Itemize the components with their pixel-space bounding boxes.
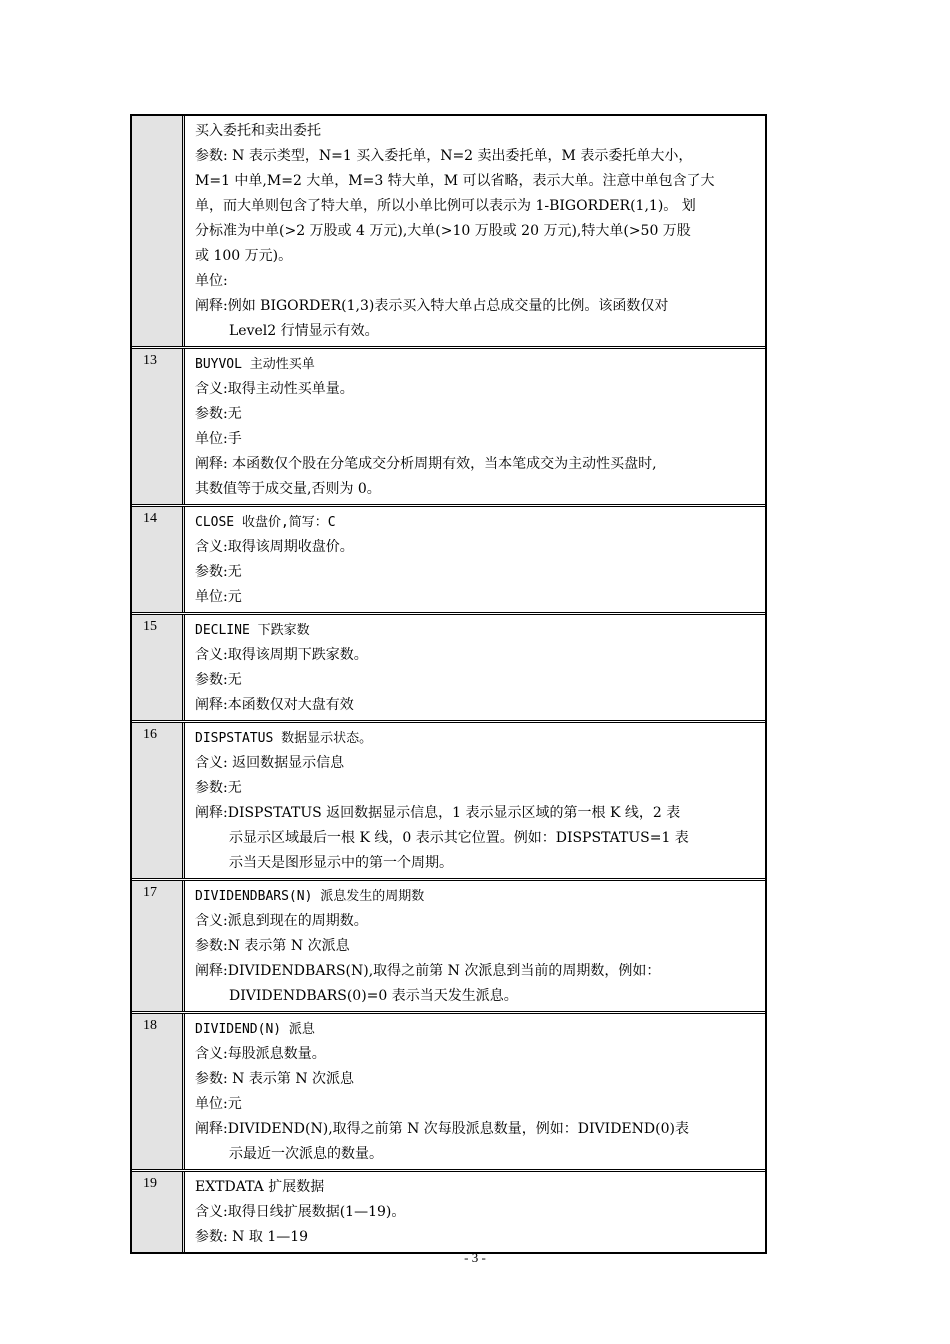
description-line: 参数: N 表示类型，N=1 买入委托单，N=2 卖出委托单，M 表示委托单大小， <box>195 148 693 164</box>
row-number <box>132 116 185 346</box>
description-line: 参数:无 <box>195 406 242 422</box>
row-description <box>185 116 765 346</box>
description-line: DECLINE 下跌家数 <box>195 623 310 638</box>
row-number: 15 <box>132 615 185 720</box>
row-description <box>185 507 765 612</box>
description-line: BUYVOL 主动性买单 <box>195 357 315 372</box>
description-line: 其数值等于成交量,否则为 0。 <box>195 481 381 497</box>
description-line: 单，而大单则包含了特大单，所以小单比例可以表示为 1-BIGORDER(1,1)。 划 <box>195 198 696 214</box>
description-line: 含义:派息到现在的周期数。 <box>195 913 368 929</box>
description-line: 参数: N 取 1—19 <box>195 1229 309 1245</box>
description-line: 单位: <box>195 273 228 289</box>
description-line: DIVIDEND(N) 派息 <box>195 1022 315 1037</box>
description-line: 阐释:DIVIDENDBARS(N),取得之前第 N 次派息到当前的周期数，例如： <box>195 963 661 979</box>
row-number: 16 <box>132 723 185 878</box>
description-line: 参数:无 <box>195 564 242 580</box>
description-line: 示最近一次派息的数量。 <box>229 1146 383 1162</box>
row-description <box>185 1172 765 1252</box>
description-line: 参数: N 表示第 N 次派息 <box>195 1071 355 1087</box>
description-line: EXTDATA 扩展数据 <box>195 1179 325 1195</box>
description-line: 参数:N 表示第 N 次派息 <box>195 938 350 954</box>
table-row <box>132 881 765 1014</box>
page-number: - 3 - <box>464 1250 486 1265</box>
description-line: 含义:取得主动性买单量。 <box>195 381 354 397</box>
description-line: 含义:取得该周期收盘价。 <box>195 539 354 555</box>
description-line: 含义:取得日线扩展数据(1—19)。 <box>195 1204 406 1220</box>
row-description <box>185 881 765 1011</box>
description-line: 或 100 万元)。 <box>195 248 293 264</box>
description-line: 参数:无 <box>195 780 242 796</box>
description-line: 参数:无 <box>195 672 242 688</box>
row-number: 17 <box>132 881 185 1011</box>
description-line: 示显示区域最后一根 K 线，0 表示其它位置。例如：DISPSTATUS=1 表 <box>229 830 689 846</box>
description-line: 单位:元 <box>195 1096 242 1112</box>
description-line: 单位:手 <box>195 431 242 447</box>
description-line: 阐释:DIVIDEND(N),取得之前第 N 次每股派息数量，例如：DIVIDEND(0)表 <box>195 1121 689 1137</box>
description-line: 阐释: 本函数仅个股在分笔成交分析周期有效，当本笔成交为主动性买盘时, <box>195 456 657 472</box>
table-row <box>132 507 765 615</box>
description-line: 单位:元 <box>195 589 242 605</box>
table-row <box>132 116 765 349</box>
description-line: 含义:取得该周期下跌家数。 <box>195 647 368 663</box>
description-line: 阐释:本函数仅对大盘有效 <box>195 697 354 713</box>
description-line: Level2 行情显示有效。 <box>229 323 379 339</box>
table-row <box>132 1172 765 1252</box>
row-number: 13 <box>132 349 185 504</box>
description-line: M=1 中单,M=2 大单，M=3 特大单，M 可以省略，表示大单。注意中单包含了大 <box>195 173 715 189</box>
description-line: DISPSTATUS 数据显示状态。 <box>195 731 373 746</box>
function-table <box>130 114 767 1254</box>
table-row <box>132 1014 765 1172</box>
row-number: 18 <box>132 1014 185 1169</box>
table-row <box>132 615 765 723</box>
table-row <box>132 349 765 507</box>
description-line: CLOSE 收盘价,简写：C <box>195 515 336 530</box>
description-line: 含义:每股派息数量。 <box>195 1046 326 1062</box>
description-line: 分标准为中单(>2 万股或 4 万元),大单(>10 万股或 20 万元),特大单(>50 万股 <box>195 223 691 239</box>
row-description <box>185 615 765 720</box>
description-line: DIVIDENDBARS(0)=0 表示当天发生派息。 <box>229 988 518 1004</box>
description-line: 示当天是图形显示中的第一个周期。 <box>229 855 453 871</box>
description-line: 买入委托和卖出委托 <box>195 123 321 139</box>
row-number: 19 <box>132 1172 185 1252</box>
description-line: 阐释:例如 BIGORDER(1,3)表示买入特大单占总成交量的比例。该函数仅对 <box>195 298 669 314</box>
description-line: DIVIDENDBARS(N) 派息发生的周期数 <box>195 889 425 904</box>
table-row <box>132 723 765 881</box>
description-line: 含义: 返回数据显示信息 <box>195 755 345 771</box>
row-description <box>185 349 765 504</box>
row-number: 14 <box>132 507 185 612</box>
row-description <box>185 723 765 878</box>
row-description <box>185 1014 765 1169</box>
description-line: 阐释:DISPSTATUS 返回数据显示信息，1 表示显示区域的第一根 K 线，2 表 <box>195 805 681 821</box>
